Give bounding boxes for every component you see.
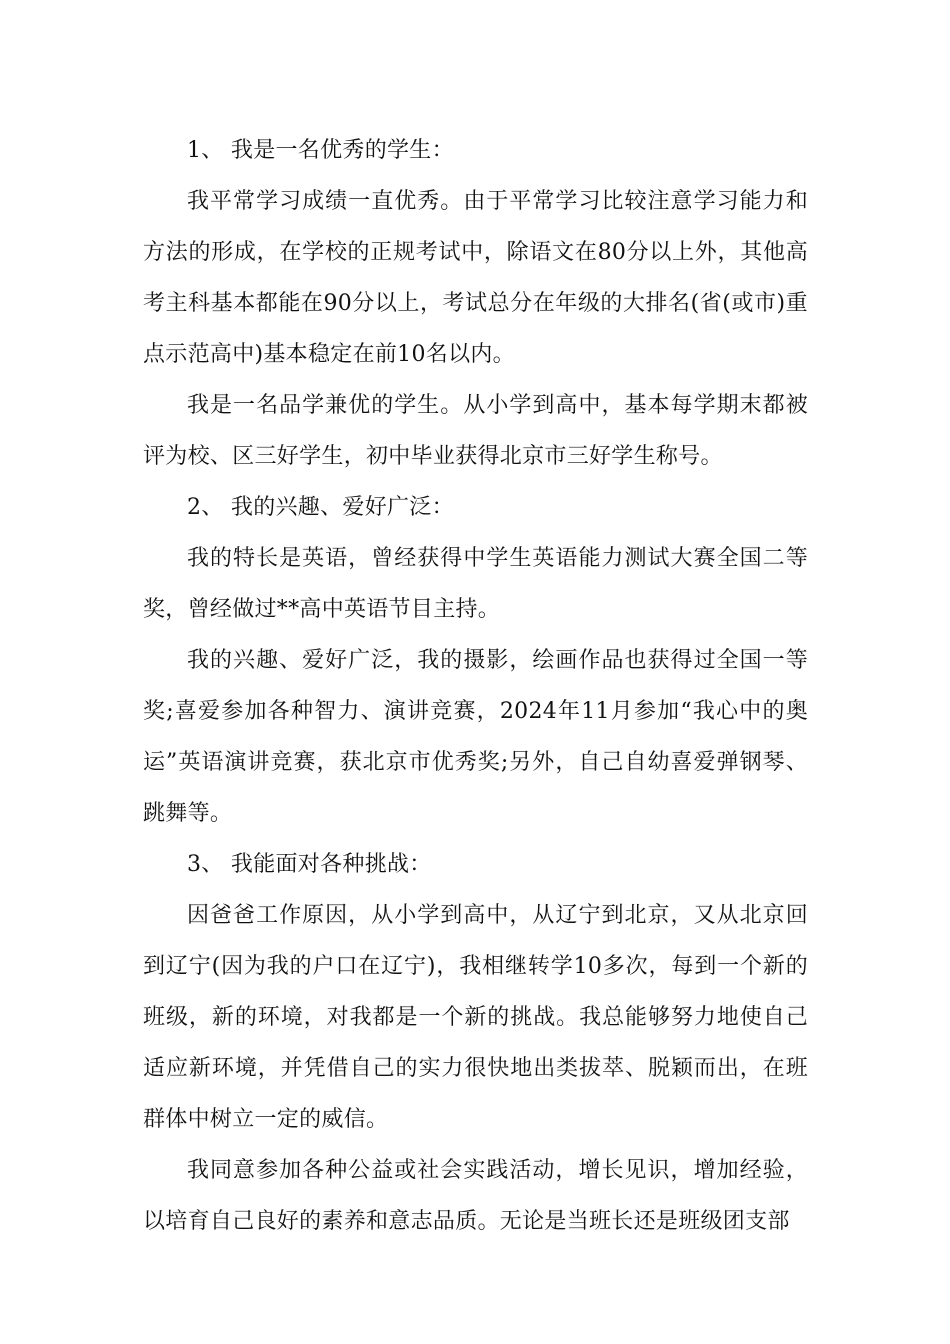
paragraph-academic-performance: 我平常学习成绩一直优秀。由于平常学习比较注意学习能力和方法的形成，在学校的正规考试中，除语文在80分以上外，其他高考主科基本都能在90分以上，考试总分在年级的大排名(省(或市)重点示范高中)基本稳定在前10名以内。 (143, 189, 808, 367)
document-body (143, 125, 808, 1247)
paragraph-english-specialty: 我的特长是英语，曾经获得中学生英语能力测试大赛全国二等奖，曾经做过**高中英语节目主持。 (143, 546, 808, 622)
paragraph-challenges: 因爸爸工作原因，从小学到高中，从辽宁到北京，又从北京回到辽宁(因为我的户口在辽宁)，我相继转学10多次，每到一个新的班级，新的环境，对我都是一个新的挑战。我总能够努力地使自己适应新环境，并凭借自己的实力很快地出类拔萃、脱颖而出，在班群体中树立一定的威信。 (143, 903, 808, 1132)
paragraph-hobbies: 我的兴趣、爱好广泛，我的摄影，绘画作品也获得过全国一等奖;喜爱参加各种智力、演讲竞赛，2024年11月参加“我心中的奥运”英语演讲竞赛，获北京市优秀奖;另外，自己自幼喜爱弹钢琴、跳舞等。 (143, 648, 808, 826)
section-heading-1: 1、 我是一名优秀的学生： (187, 138, 454, 163)
paragraph-social-activities: 我同意参加各种公益或社会实践活动，增长见识，增加经验，以培育自己良好的素养和意志品质。无论是当班长还是班级团支部 (143, 1158, 808, 1234)
section-heading-2: 2、 我的兴趣、爱好广泛： (187, 495, 454, 520)
paragraph-merit-student: 我是一名品学兼优的学生。从小学到高中，基本每学期末都被评为校、区三好学生，初中毕业获得北京市三好学生称号。 (143, 393, 808, 469)
section-heading-3: 3、 我能面对各种挑战： (187, 852, 432, 877)
